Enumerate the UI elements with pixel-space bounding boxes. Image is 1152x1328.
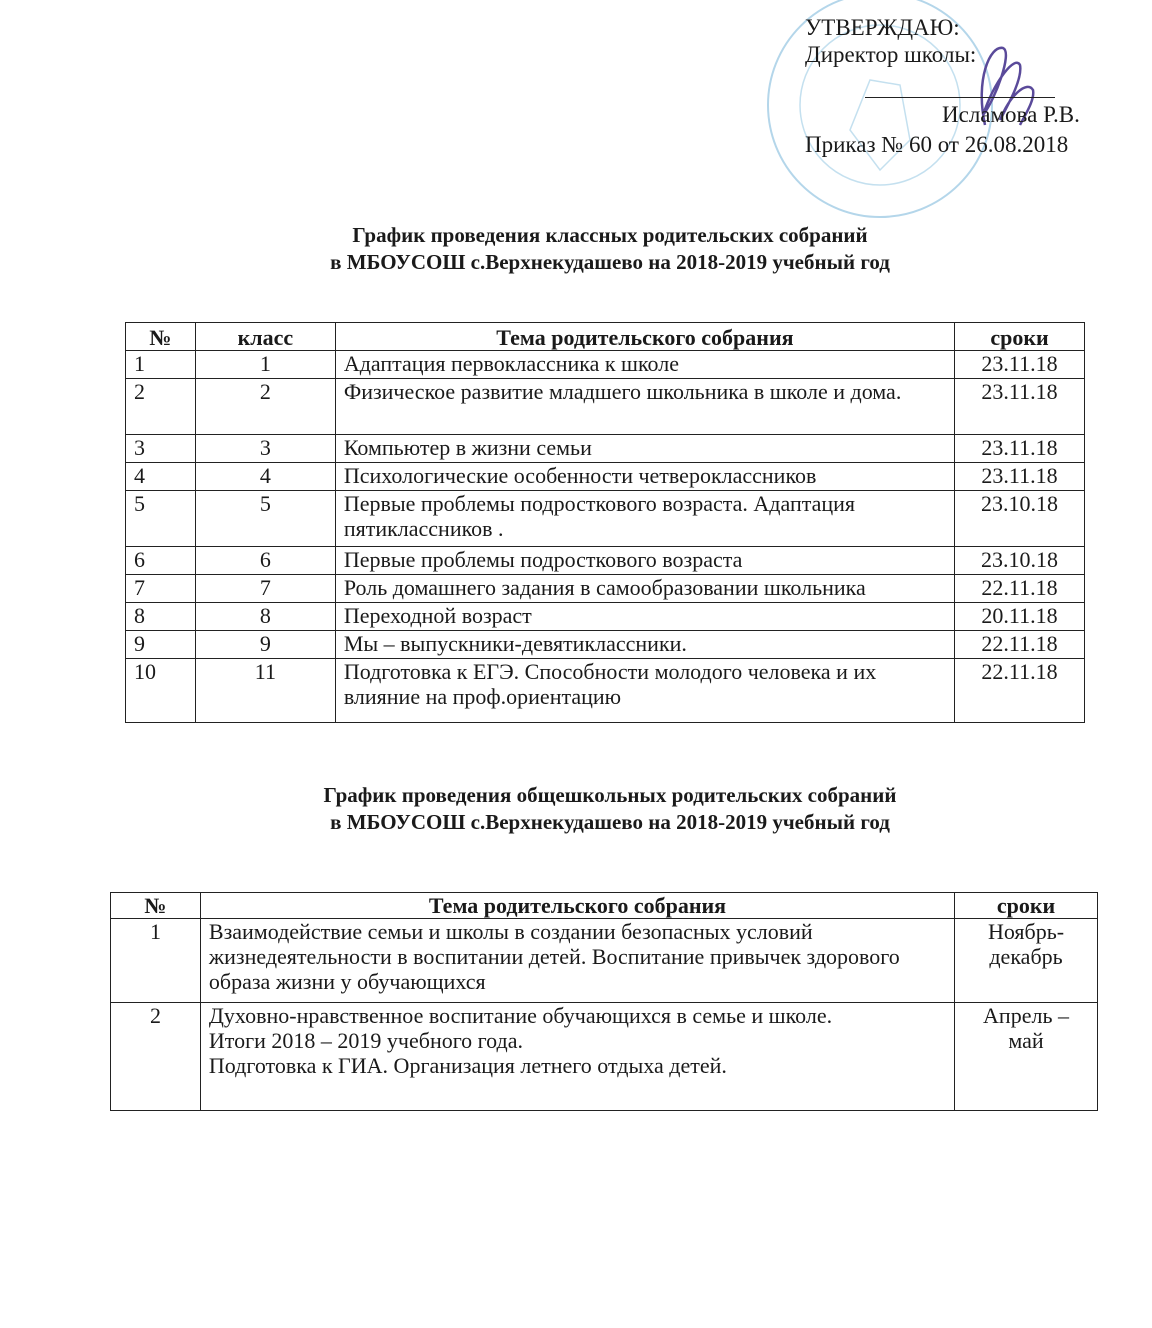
approval-block: [805, 14, 976, 68]
row-class: 4: [195, 463, 335, 491]
row-class: 7: [195, 575, 335, 603]
table-header-row: [126, 323, 1085, 351]
class-meetings-table: [125, 322, 1085, 723]
header-dates: сроки: [955, 893, 1098, 919]
row-date: 23.10.18: [955, 547, 1085, 575]
row-num: 5: [126, 491, 196, 547]
row-date: Ноябрь-декабрь: [955, 919, 1098, 1003]
header-dates: сроки: [955, 323, 1085, 351]
table-row: [126, 491, 1085, 547]
row-date: 23.11.18: [955, 351, 1085, 379]
row-num: 2: [126, 379, 196, 435]
header-num: №: [126, 323, 196, 351]
title-line: График проведения общешкольных родительских собраний: [323, 783, 897, 807]
row-num: 4: [126, 463, 196, 491]
row-topic: Первые проблемы подросткового возраста. Адаптация пятиклассников .: [335, 491, 954, 547]
row-class: 2: [195, 379, 335, 435]
table-row: [126, 659, 1085, 723]
table-row: [126, 603, 1085, 631]
approval-order: Приказ № 60 от 26.08.2018: [805, 132, 1069, 157]
row-date: 23.10.18: [955, 491, 1085, 547]
row-topic: Адаптация первоклассника к школе: [335, 351, 954, 379]
row-num: 1: [111, 919, 201, 1003]
row-date: 22.11.18: [955, 631, 1085, 659]
title-line: в МБОУСОШ с.Верхнекудашево на 2018-2019 учебный год: [330, 810, 890, 834]
topic-line: Итоги 2018 – 2019 учебного года.: [208, 1028, 523, 1053]
row-topic: Физическое развитие младшего школьника в школе и дома.: [335, 379, 954, 435]
signature-line: [865, 97, 1055, 98]
row-class: 9: [195, 631, 335, 659]
approval-position: Директор школы:: [805, 42, 977, 67]
row-class: 11: [195, 659, 335, 723]
table-row: [126, 547, 1085, 575]
row-topic: Компьютер в жизни семьи: [335, 435, 954, 463]
table-row: [111, 919, 1098, 1003]
row-class: 6: [195, 547, 335, 575]
row-date: 22.11.18: [955, 659, 1085, 723]
row-class: 8: [195, 603, 335, 631]
row-num: 2: [111, 1003, 201, 1111]
table-row: [126, 463, 1085, 491]
school-meetings-title: [0, 782, 1152, 836]
row-class: 1: [195, 351, 335, 379]
row-date: 20.11.18: [955, 603, 1085, 631]
approval-name: Исламова Р.В.: [942, 102, 1080, 127]
header-num: №: [111, 893, 201, 919]
class-meetings-title: [0, 222, 1152, 276]
approval-heading: УТВЕРЖДАЮ:: [805, 15, 960, 40]
row-class: 3: [195, 435, 335, 463]
row-date: Апрель – май: [955, 1003, 1098, 1111]
row-num: 6: [126, 547, 196, 575]
row-topic: Переходной возраст: [335, 603, 954, 631]
row-num: 3: [126, 435, 196, 463]
row-date: 23.11.18: [955, 435, 1085, 463]
row-num: 9: [126, 631, 196, 659]
row-topic: Психологические особенности четвероклассников: [335, 463, 954, 491]
header-topic: Тема родительского собрания: [335, 323, 954, 351]
row-num: 1: [126, 351, 196, 379]
row-num: 8: [126, 603, 196, 631]
row-topic: Взаимодействие семьи и школы в создании безопасных условий жизнедеятельности в воспитании детей. Воспитание привычек здорового образа жизни у обучающихся: [200, 919, 954, 1003]
title-line: График проведения классных родительских собраний: [352, 223, 868, 247]
row-topic: Роль домашнего задания в самообразовании школьника: [335, 575, 954, 603]
row-topic: Мы – выпускники-девятиклассники.: [335, 631, 954, 659]
table-row: [126, 575, 1085, 603]
table-row: [126, 435, 1085, 463]
row-date: 23.11.18: [955, 463, 1085, 491]
table-row: [111, 1003, 1098, 1111]
row-topic: [200, 1003, 954, 1111]
table-row: [126, 379, 1085, 435]
header-topic: Тема родительского собрания: [200, 893, 954, 919]
topic-line: Духовно-нравственное воспитание обучающихся в семье и школе.: [208, 1003, 833, 1028]
table-row: [126, 351, 1085, 379]
row-topic: Подготовка к ЕГЭ. Способности молодого человека и их влияние на проф.ориентацию: [335, 659, 954, 723]
title-line: в МБОУСОШ с.Верхнекудашево на 2018-2019 учебный год: [330, 250, 890, 274]
row-topic: Первые проблемы подросткового возраста: [335, 547, 954, 575]
table-header-row: [111, 893, 1098, 919]
row-num: 10: [126, 659, 196, 723]
row-num: 7: [126, 575, 196, 603]
table-row: [126, 631, 1085, 659]
topic-line: Подготовка к ГИА. Организация летнего отдыха детей.: [208, 1053, 727, 1078]
row-date: 23.11.18: [955, 379, 1085, 435]
row-class: 5: [195, 491, 335, 547]
row-date: 22.11.18: [955, 575, 1085, 603]
header-class: класс: [195, 323, 335, 351]
school-meetings-table: [110, 892, 1098, 1111]
